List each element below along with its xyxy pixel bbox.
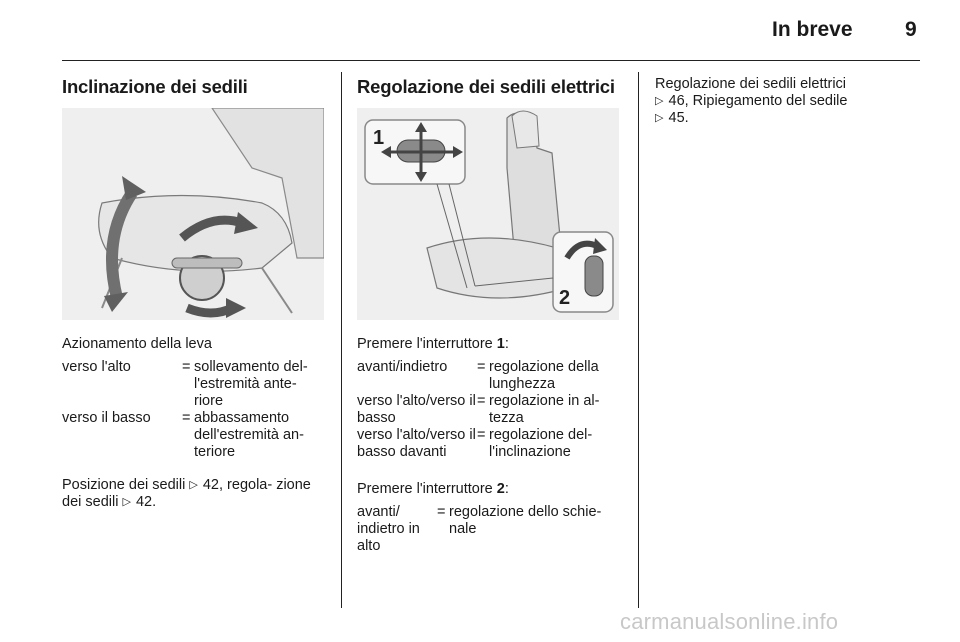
cross-reference-paragraph	[62, 477, 324, 511]
definition-term: verso il basso	[62, 410, 151, 426]
para-text: Posizione dei sedili	[62, 477, 190, 493]
definition-row	[357, 393, 619, 427]
caption-text: Premere l'interruttore	[357, 336, 497, 352]
definition-term: verso l'alto	[62, 359, 131, 375]
switch-number: 2	[496, 481, 505, 497]
reference-link[interactable]: 45.	[668, 110, 689, 126]
definition-desc: abbassamento dell'estremità an- teriore	[194, 410, 304, 460]
caption-text: Premere l'interruttore	[357, 481, 497, 497]
section-heading-seat-tilt: Inclinazione dei sedili	[62, 76, 248, 97]
definition-desc: regolazione in al- tezza	[489, 393, 600, 426]
equals-sign: =	[477, 359, 486, 375]
seat-tilt-illustration	[62, 108, 324, 320]
switch2-caption	[357, 481, 619, 498]
definition-term: verso l'alto/verso il basso davanti	[357, 427, 476, 460]
page-header-title: In breve	[772, 18, 853, 41]
page-ref-icon: ▷	[655, 112, 664, 124]
equals-sign: =	[477, 427, 486, 443]
definition-list	[62, 359, 324, 461]
page-ref-icon: ▷	[189, 479, 198, 491]
definition-desc: regolazione della lunghezza	[489, 359, 599, 392]
reference-text: Regolazione dei sedili elettrici	[655, 76, 847, 92]
definition-term: avanti/ indietro in alto	[357, 504, 420, 554]
definition-term: avanti/indietro	[357, 359, 448, 375]
page-ref-icon: ▷	[655, 95, 664, 107]
header-rule	[62, 60, 920, 61]
column-divider-1	[341, 72, 342, 608]
column-divider-2	[638, 72, 639, 608]
definition-list	[357, 504, 619, 555]
definition-desc: sollevamento del- l'estremità ante- riore	[194, 359, 308, 409]
definition-term: verso l'alto/verso il basso	[357, 393, 476, 426]
caption-colon: :	[504, 336, 509, 352]
definition-row	[62, 410, 324, 461]
para-ref-link[interactable]: 42, regola- zione dei sedili	[62, 477, 311, 510]
para-ref-link[interactable]: 42.	[135, 494, 157, 510]
figure-label-1: 1	[373, 127, 385, 149]
electric-seat-illustration	[357, 108, 619, 320]
definition-desc: regolazione del- l'inclinazione	[489, 427, 593, 460]
reference-link[interactable]: 46, Ripiegamento del sedile	[668, 93, 848, 109]
figure-label-2: 2	[559, 287, 571, 309]
switch1-caption	[357, 336, 619, 353]
equals-sign: =	[182, 359, 191, 375]
column-electric-seat	[357, 76, 619, 555]
definition-row	[62, 359, 324, 410]
figure-caption: Azionamento della leva	[62, 336, 212, 352]
equals-sign: =	[437, 504, 446, 520]
section-heading-electric-seat: Regolazione dei sedili elettrici	[357, 76, 615, 97]
page-number: 9	[905, 18, 917, 41]
column-seat-tilt	[62, 76, 324, 511]
definition-desc: regolazione dello schie- nale	[449, 504, 602, 537]
caption-colon: :	[504, 481, 509, 497]
column-references	[655, 76, 895, 127]
definition-row	[357, 427, 619, 461]
definition-row	[357, 359, 619, 393]
switch-number: 1	[496, 336, 505, 352]
definition-row	[357, 504, 619, 555]
equals-sign: =	[477, 393, 486, 409]
equals-sign: =	[182, 410, 191, 426]
reference-paragraph	[655, 76, 895, 127]
watermark: carmanualsonline.info	[620, 609, 839, 634]
definition-list	[357, 359, 619, 461]
page-ref-icon: ▷	[122, 496, 131, 508]
